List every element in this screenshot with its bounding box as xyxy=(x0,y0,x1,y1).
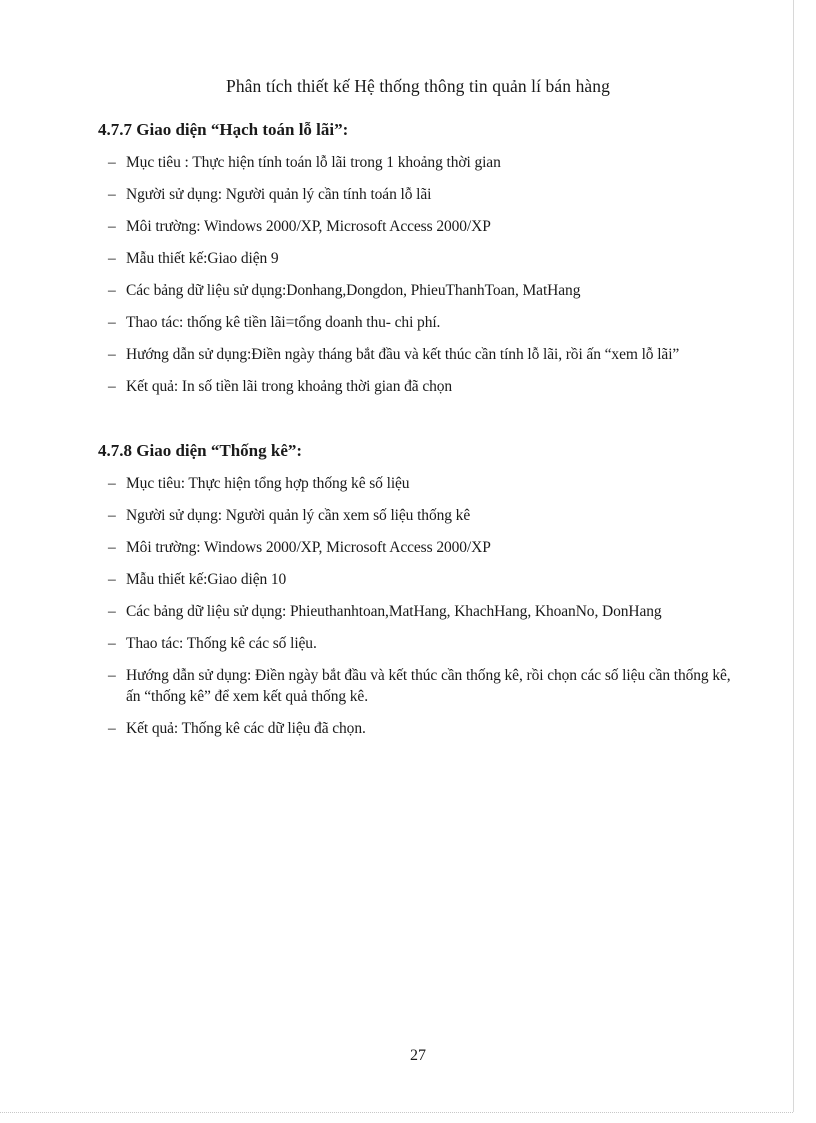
list-item-text: Người sử dụng: Người quản lý cần tính toán lỗ lãi xyxy=(126,186,432,203)
list-item xyxy=(98,633,748,654)
dash-bullet-icon: – xyxy=(108,314,116,331)
dash-bullet-icon: – xyxy=(108,667,116,684)
dash-bullet-icon: – xyxy=(108,218,116,235)
list-item-text: Các bảng dữ liệu sử dụng:Donhang,Dongdon, PhieuThanhToan, MatHang xyxy=(126,282,581,299)
list-item-text: Môi trường: Windows 2000/XP, Microsoft Access 2000/XP xyxy=(126,218,491,235)
section-thong-ke xyxy=(98,440,748,739)
list-item-text: Các bảng dữ liệu sử dụng: Phieuthanhtoan,MatHang, KhachHang, KhoanNo, DonHang xyxy=(126,603,662,620)
list-item-text: Mẫu thiết kế:Giao diện 9 xyxy=(126,250,279,267)
dash-bullet-icon: – xyxy=(108,507,116,524)
dash-bullet-icon: – xyxy=(108,186,116,203)
list-item xyxy=(98,473,748,494)
list-item xyxy=(98,505,748,526)
page-header: Phân tích thiết kế Hệ thống thông tin quản lí bán hàng xyxy=(225,76,611,96)
list-item-text: Mẫu thiết kế:Giao diện 10 xyxy=(126,571,287,588)
list-item xyxy=(98,601,748,622)
list-item xyxy=(98,184,748,205)
dash-bullet-icon: – xyxy=(108,378,116,395)
dash-bullet-icon: – xyxy=(108,635,116,652)
section-title: 4.7.8 Giao diện “Thống kê”: xyxy=(98,441,303,460)
dash-bullet-icon: – xyxy=(108,250,116,267)
page-number: 27 xyxy=(410,1047,426,1064)
list-item-text: Thao tác: thống kê tiền lãi=tổng doanh thu- chi phí. xyxy=(126,314,441,331)
bullet-list xyxy=(98,473,748,739)
list-item xyxy=(98,312,748,333)
list-item xyxy=(98,718,748,739)
list-item xyxy=(98,569,748,590)
list-item-text: Người sử dụng: Người quản lý cần xem số liệu thống kê xyxy=(126,507,471,524)
page-border-bottom xyxy=(0,1112,793,1113)
dash-bullet-icon: – xyxy=(108,539,116,556)
list-item-text: Kết quả: Thống kê các dữ liệu đã chọn. xyxy=(126,720,366,737)
list-item-text: Mục tiêu: Thực hiện tổng hợp thống kê số liệu xyxy=(126,475,410,492)
dash-bullet-icon: – xyxy=(108,154,116,171)
list-item xyxy=(98,280,748,301)
list-item xyxy=(98,665,748,707)
dash-bullet-icon: – xyxy=(108,475,116,492)
list-item-text: Hướng dẫn sử dụng: Điền ngày bắt đầu và kết thúc cần thống kê, rồi chọn các số liệu cần thống kê, ấn “thống kê” để xem kết quả thống kê. xyxy=(126,667,731,705)
dash-bullet-icon: – xyxy=(108,720,116,737)
list-item xyxy=(98,152,748,173)
list-item-text: Mục tiêu : Thực hiện tính toán lỗ lãi trong 1 khoảng thời gian xyxy=(126,154,501,171)
list-item xyxy=(98,216,748,237)
list-item-text: Kết quả: In số tiền lãi trong khoảng thời gian đã chọn xyxy=(126,378,453,395)
list-item-text: Thao tác: Thống kê các số liệu. xyxy=(126,635,317,652)
section-title: 4.7.7 Giao diện “Hạch toán lỗ lãi”: xyxy=(98,120,349,139)
list-item-text: Môi trường: Windows 2000/XP, Microsoft Access 2000/XP xyxy=(126,539,491,556)
bullet-list xyxy=(98,152,748,397)
list-item xyxy=(98,537,748,558)
page-border-right xyxy=(793,0,794,1112)
list-item xyxy=(98,376,748,397)
section-hach-toan-lo-lai xyxy=(98,119,748,397)
list-item xyxy=(98,344,748,365)
list-item-text: Hướng dẫn sử dụng:Điền ngày tháng bắt đầu và kết thúc cần tính lỗ lãi, rồi ấn “xem lỗ lãi” xyxy=(126,346,680,363)
dash-bullet-icon: – xyxy=(108,603,116,620)
list-item xyxy=(98,248,748,269)
dash-bullet-icon: – xyxy=(108,346,116,363)
dash-bullet-icon: – xyxy=(108,282,116,299)
dash-bullet-icon: – xyxy=(108,571,116,588)
